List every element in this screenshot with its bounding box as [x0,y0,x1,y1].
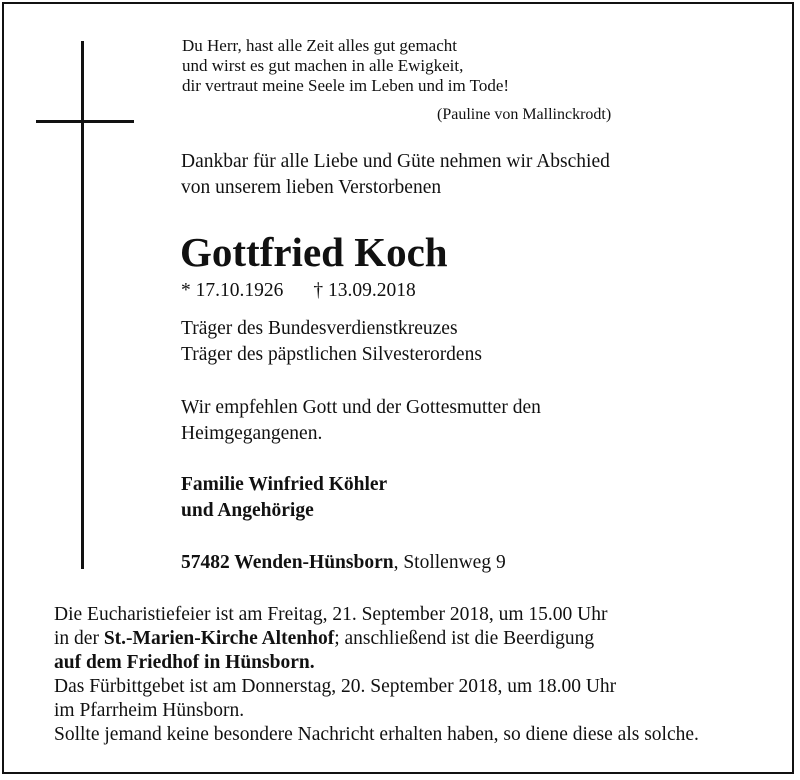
life-dates [181,278,416,304]
intro-text [181,149,610,201]
deceased-name: Gottfried Koch [180,229,448,275]
honor-line: Träger des päpstlichen Silvesterordens [181,344,482,365]
verse-line: dir vertraut meine Seele im Leben und im Tode! [182,76,510,95]
verse-line: und wirst es gut machen in alle Ewigkeit, [182,56,464,75]
service-suffix: ; anschließend ist die Beerdigung [334,628,595,649]
family-line: und Angehörige [181,500,314,521]
family-signature [181,472,387,524]
address-street: , Stollenweg 9 [393,552,506,573]
birth-date: * 17.10.1926 [181,280,284,301]
church-name: St.-Marien-Kirche Altenhof [103,628,335,649]
cemetery-line: auf dem Friedhof in Hünsborn. [54,652,315,673]
service-info [54,603,699,747]
honors [181,316,482,368]
honor-line: Träger des Bundesverdienstkreuzes [181,318,458,339]
service-prefix: in der [54,628,104,649]
commendation [181,395,541,447]
service-line: Das Fürbittgebet ist am Donnerstag, 20. September 2018, um 18.00 Uhr [54,676,617,697]
verse-line: Du Herr, hast alle Zeit alles gut gemacht [182,36,457,55]
verse-quote [182,36,509,96]
service-line [54,627,699,651]
commendation-line: Wir empfehlen Gott und der Gottesmutter den [181,397,541,418]
intro-line: von unserem lieben Verstorbenen [181,177,442,198]
cross-icon-crossbar [36,120,134,123]
family-line: Familie Winfried Köhler [181,474,388,495]
family-address [181,550,506,576]
commendation-line: Heimgegangenen. [181,423,323,444]
verse-source: (Pauline von Mallinckrodt) [437,106,612,123]
death-date: † 13.09.2018 [313,280,416,301]
service-line: im Pfarrheim Hünsborn. [54,700,245,721]
service-line: Die Eucharistiefeier ist am Freitag, 21. September 2018, um 15.00 Uhr [54,604,608,625]
service-line: Sollte jemand keine besondere Nachricht erhalten haben, so diene diese als solche. [54,724,699,745]
address-zip-city: 57482 Wenden-Hünsborn [181,552,394,573]
intro-line: Dankbar für alle Liebe und Güte nehmen wir Abschied [181,151,610,172]
